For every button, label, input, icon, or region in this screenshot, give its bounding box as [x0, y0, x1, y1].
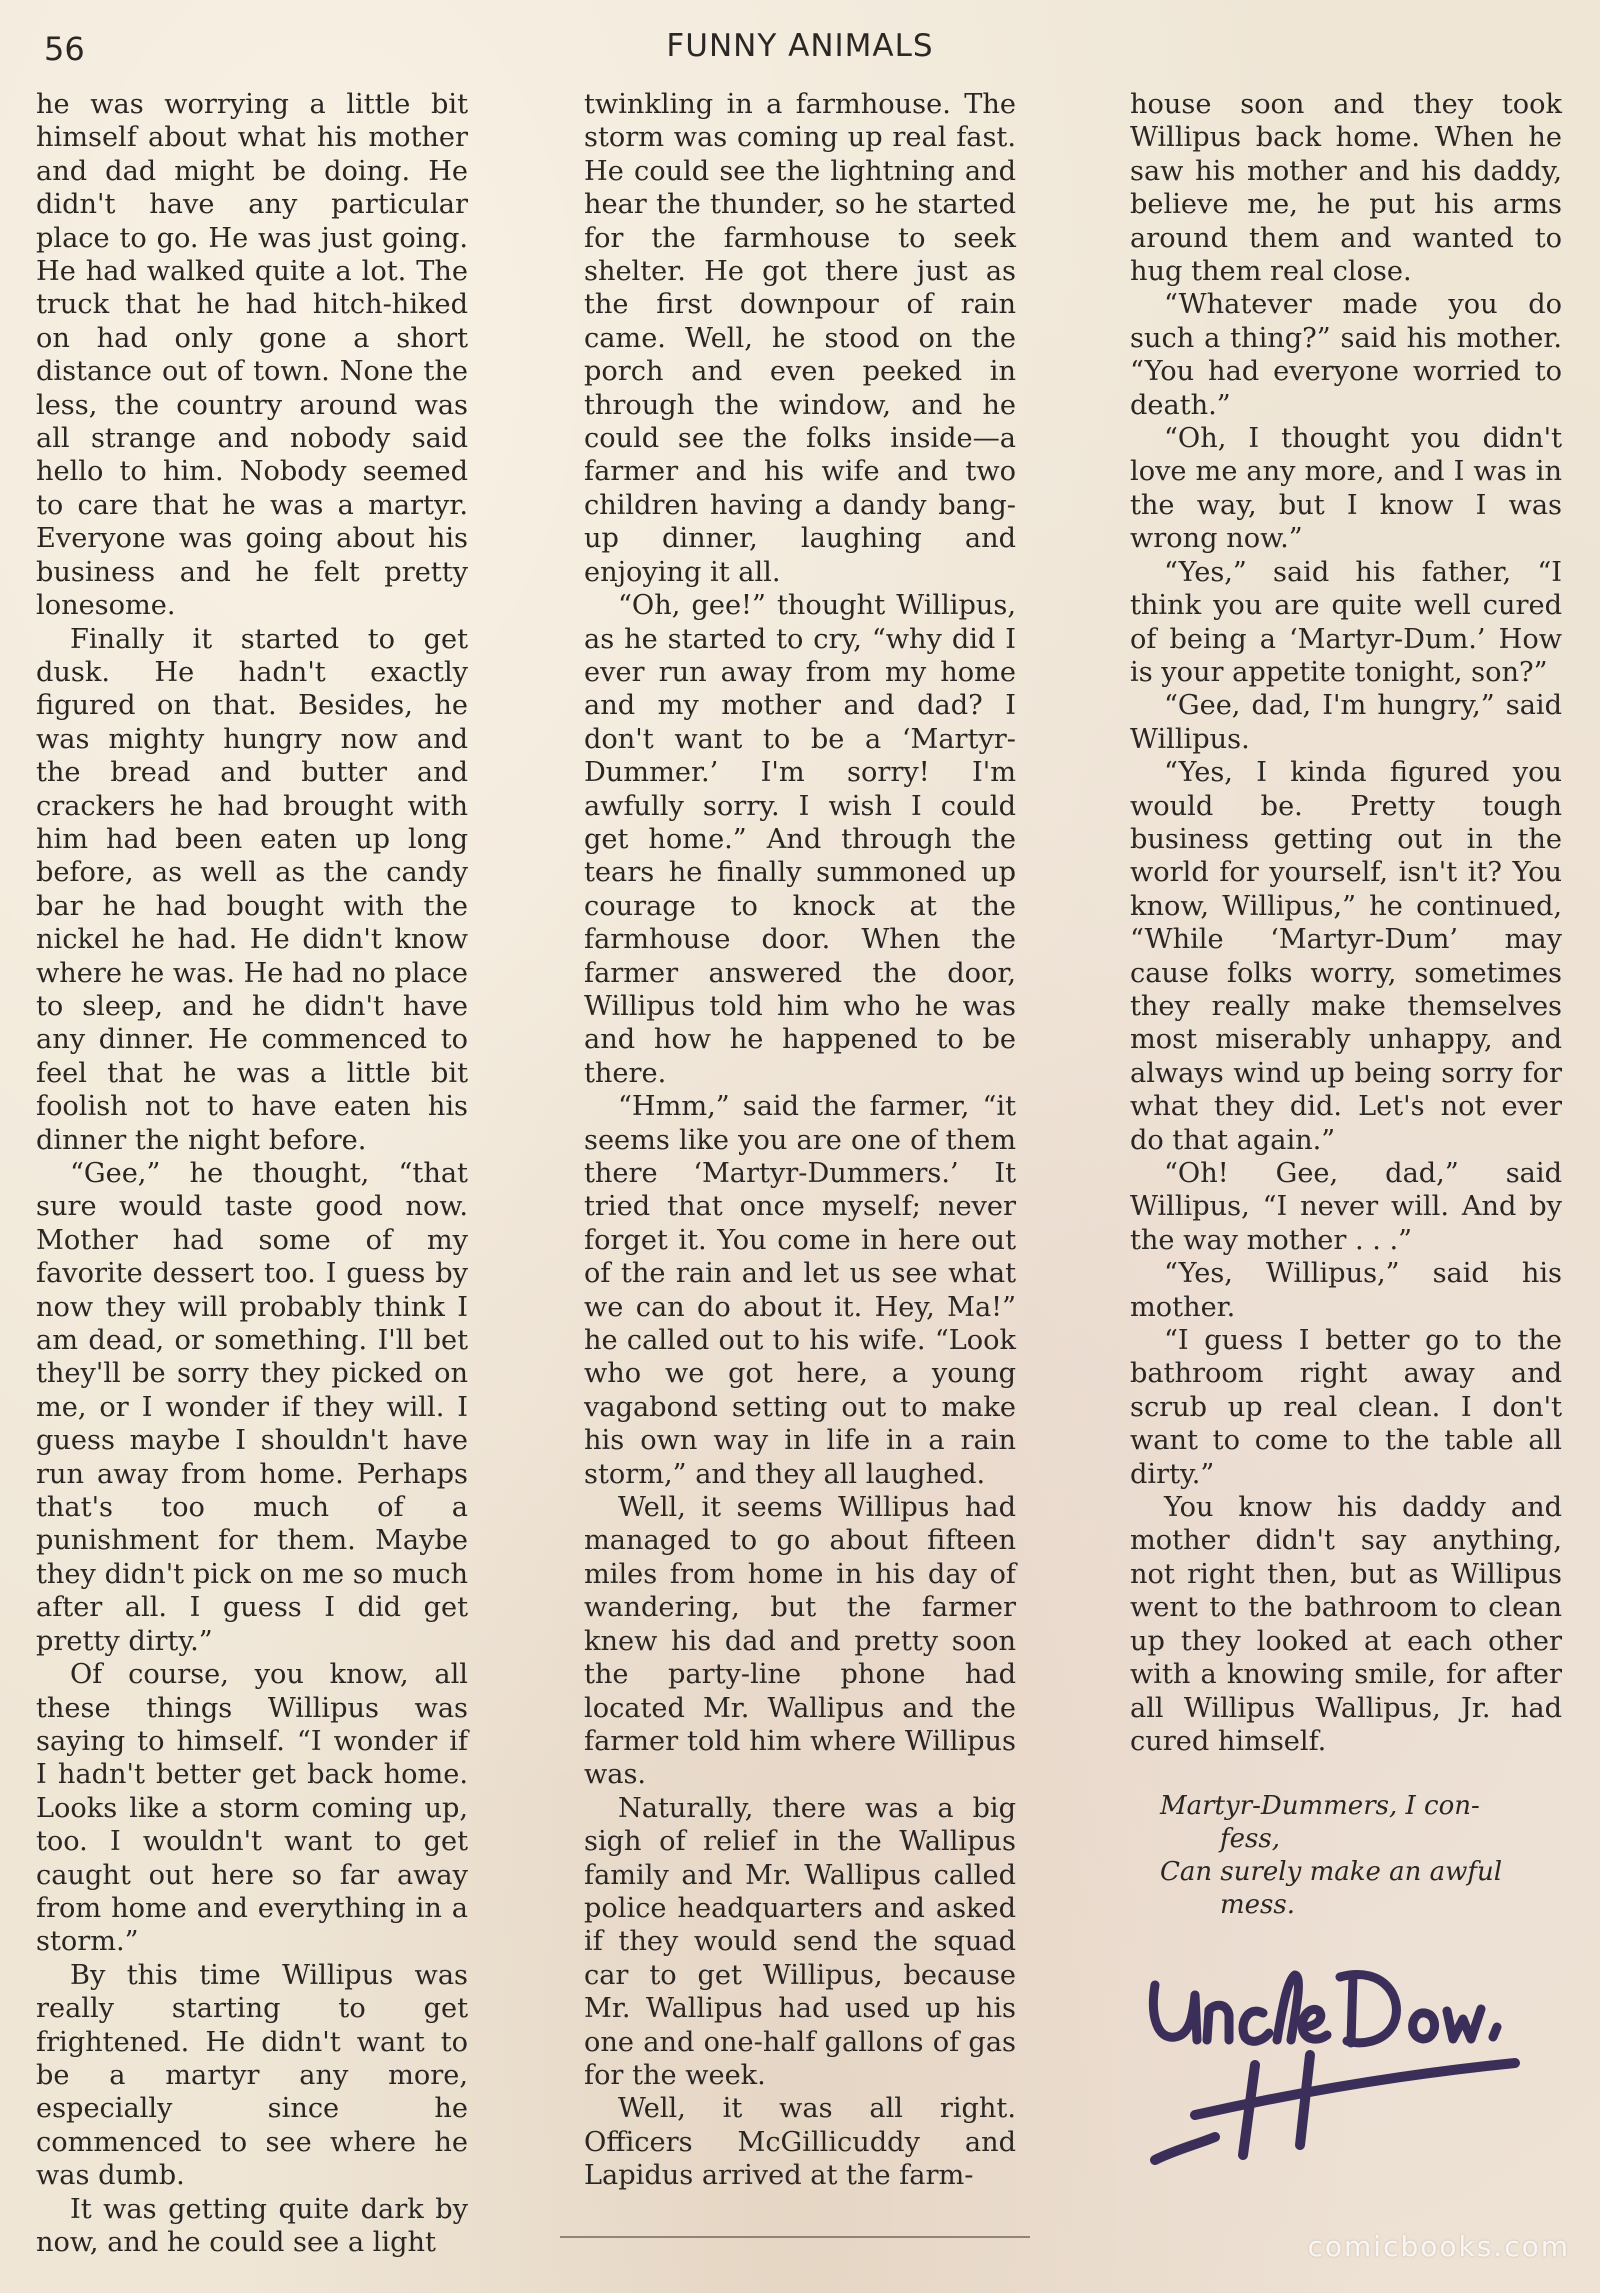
closing-verse: [1160, 1790, 1572, 1922]
text-column-1: [36, 88, 468, 2259]
paragraph: “Gee, dad, I'm hungry,” said Willipus.: [1130, 690, 1562, 755]
paragraph: Finally it started to get dusk. He hadn't exactly figured on that. Besides, he was mighty hungry now and the bread and butter and crackers he had brought with him had been eaten up long before, as well as the candy bar he had bought with the nickel he had. He didn't know where he was. He had no place to sleep, and he didn't have any dinner. He commenced to feel that he was a little bit foolish not to have eaten his dinner the night before.: [36, 623, 468, 1156]
paragraph: “Oh, I thought you didn't love me any more, and I was in the way, but I know I was wrong now.”: [1130, 423, 1562, 555]
paragraph: “Hmm,” said the farmer, “it seems like you are one of them there ‘Martyr-Dummers.’ It tried that once myself; never forget it. You come in here out of the rain and let us see what we can do about it. Hey, Ma!” he called out to his wife. “Look who we got here, a young vagabond setting out to make his own way in life in a rain storm,” and they all laughed.: [584, 1091, 1016, 1490]
signature: [1135, 1945, 1535, 2195]
paragraph: “Whatever made you do such a thing?” said his mother. “You had everyone worried to death.”: [1130, 289, 1562, 421]
paragraph: “Yes, I kinda figured you would be. Pretty tough business getting out in the world for yourself, isn't it? You know, Willipus,” he continued, “While ‘Martyr-Dum’ may cause folks worry, sometimes they really make themselves most miserably unhappy, and always wind up being sorry for what they did. Let's not ever do that again.”: [1130, 757, 1562, 1156]
paragraph: You know his daddy and mother didn't say anything, not right then, but as Willipus went to the bathroom to clean up they looked at each other with a knowing smile, for after all Willipus Wallipus, Jr. had cured himself.: [1130, 1492, 1562, 1757]
paragraph: twinkling in a farmhouse. The storm was coming up real fast. He could see the lightning and hear the thunder, so he started for the farmhouse to seek shelter. He got there just as the first downpour of rain came. Well, he stood on the porch and even peeked in through the window, and he could see the folks inside—a farmer and his wife and two children having a dandy bang-up dinner, laughing and enjoying it all.: [584, 89, 1016, 588]
paragraph: “Gee,” he thought, “that sure would taste good now. Mother had some of my favorite dessert too. I guess by now they will probably think I am dead, or something. I'll bet they'll be sorry they picked on me, or I wonder if they will. I guess maybe I shouldn't have run away from home. Perhaps that's too much of a punishment for them. Maybe they didn't pick on me so much after all. I guess I did get pretty dirty.”: [36, 1158, 468, 1657]
paragraph: Well, it was all right. Officers McGillicuddy and Lapidus arrived at the farm-: [584, 2093, 1016, 2192]
paragraph: “I guess I better go to the bathroom right away and scrub up real clean. I don't want to come to the table all dirty.”: [1130, 1325, 1562, 1490]
paragraph: Well, it seems Willipus had managed to go about fifteen miles from home in his day of wandering, but the farmer knew his dad and pretty soon the party-line phone had located Mr. Wallipus and the farmer told him where Willipus was.: [584, 1492, 1016, 1791]
text-column-2: [584, 88, 1016, 2193]
watermark: comicbooks.com: [1307, 2230, 1570, 2263]
verse-line: Martyr-Dummers, I con-: [1160, 1791, 1480, 1821]
verse-line: fess,: [1220, 1824, 1280, 1854]
magazine-title: FUNNY ANIMALS: [666, 28, 934, 64]
paragraph: “Yes,” said his father, “I think you are quite well cured of being a ‘Martyr-Dum.’ How is your appetite tonight, son?”: [1130, 556, 1562, 688]
page-tear-edge: [560, 2236, 1030, 2238]
text-column-3: [1130, 88, 1562, 1758]
paragraph: It was getting quite dark by now, and he could see a light: [36, 2193, 468, 2258]
verse-line: mess.: [1220, 1890, 1295, 1920]
page-number: 56: [44, 30, 85, 68]
paragraph: “Oh! Gee, dad,” said Willipus, “I never will. And by the way mother . . .”: [1130, 1158, 1562, 1256]
signature-drawing: [1135, 1945, 1535, 2195]
paragraph: “Oh, gee!” thought Willipus, as he started to cry, “why did I ever run away from my home and my mother and dad? I don't want to be a ‘Martyr-Dummer.’ I'm sorry! I'm awfully sorry. I wish I could get home.” And through the tears he finally summoned up courage to knock at the farmhouse door. When the farmer answered the door, Willipus told him who he was and how he happened to be there.: [584, 590, 1016, 1089]
verse-line: Can surely make an awful: [1160, 1857, 1503, 1887]
paragraph: house soon and they took Willipus back home. When he saw his mother and his daddy, believe me, he put his arms around them and wanted to hug them real close.: [1130, 89, 1562, 288]
paragraph: “Yes, Willipus,” said his mother.: [1130, 1258, 1562, 1323]
paragraph: Of course, you know, all these things Willipus was saying to himself. “I wonder if I hadn't better get back home. Looks like a storm coming up, too. I wouldn't want to get caught out here so far away from home and everything in a storm.”: [36, 1659, 468, 1958]
paragraph: By this time Willipus was really starting to get frightened. He didn't want to be a martyr any more, especially since he commenced to see where he was dumb.: [36, 1959, 468, 2192]
paragraph: he was worrying a little bit himself about what his mother and dad might be doing. He didn't have any particular place to go. He was just going. He had walked quite a lot. The truck that he had hitch-hiked on had only gone a short distance out of town. None the less, the country around was all strange and nobody said hello to him. Nobody seemed to care that he was a martyr. Everyone was going about his business and he felt pretty lonesome.: [36, 89, 468, 622]
paragraph: Naturally, there was a big sigh of relief in the Wallipus family and Mr. Wallipus called police headquarters and asked if they would send the squad car to get Willipus, because Mr. Wallipus had used up his one and one-half gallons of gas for the week.: [584, 1792, 1016, 2091]
